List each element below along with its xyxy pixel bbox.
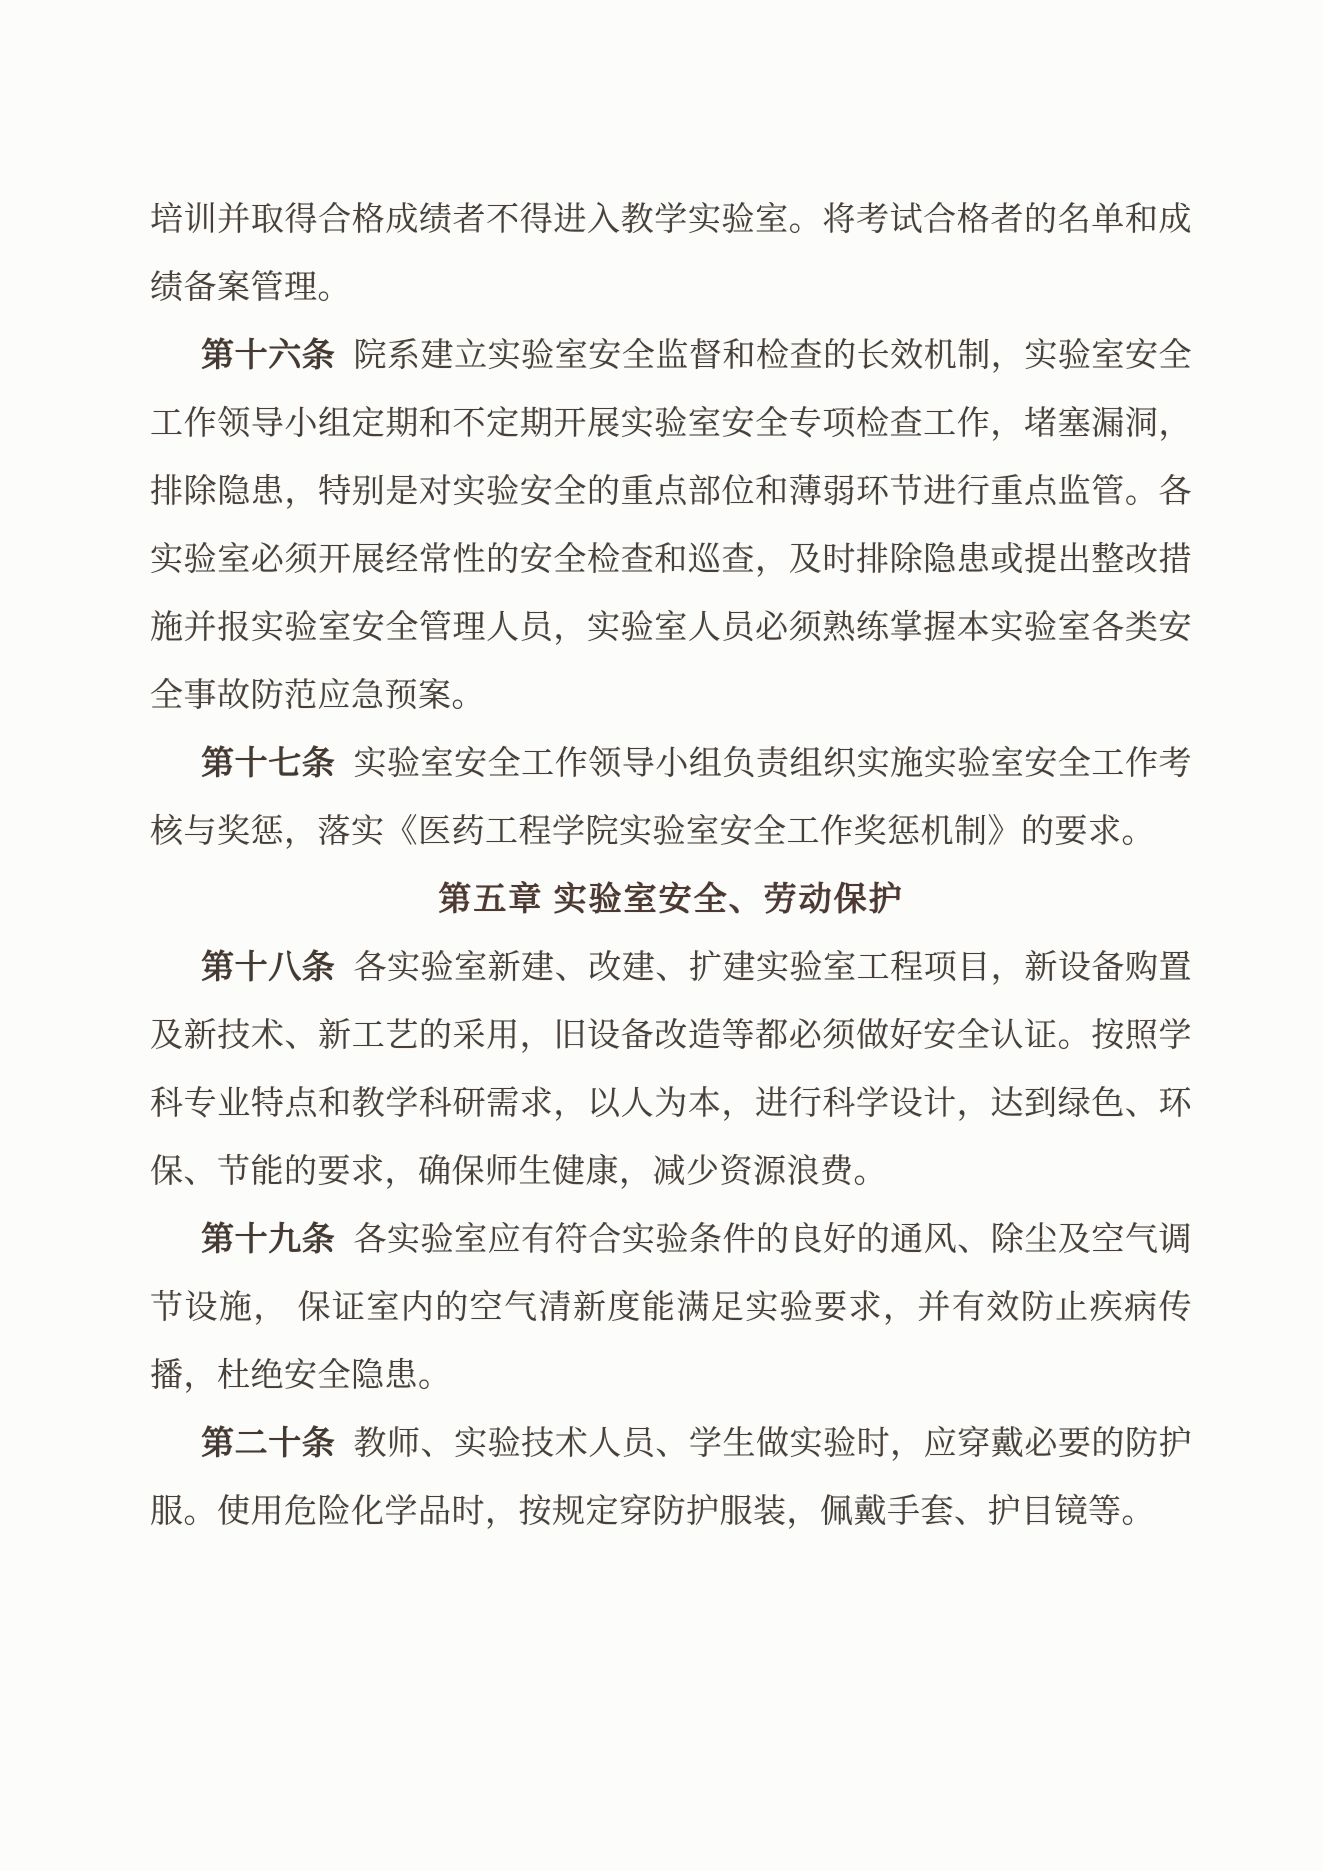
paragraph-text: 院系建立实验室安全监督和检查的长效机制，实验室安全工作领导小组定期和不定期开展实验室安全专项检查工作，堵塞漏洞，排除隐患，特别是对实验安全的重点部位和薄弱环节进行重点监管。各实验室必须开展经常性的安全检查和巡查，及时排除隐患或提出整改措施并报实验室安全管理人员，实验室人员必须熟练掌握本实验室各类安全事故防范应急预案。: [150, 338, 1193, 714]
chapter-heading-text: 第五章 实验室安全、劳动保护: [438, 882, 904, 918]
paragraph-continuation: [150, 186, 1192, 322]
paragraph-text: 实验室安全工作领导小组负责组织实施实验室安全工作考核与奖惩，落实《医药工程学院实验室安全工作奖惩机制》的要求。: [150, 746, 1193, 850]
paragraph-article-16: [150, 322, 1192, 730]
article-19-term: 第十九条: [201, 1222, 336, 1258]
article-20-term: 第二十条: [201, 1426, 336, 1462]
article-18-term: 第十八条: [201, 950, 336, 986]
article-16-term: 第十六条: [201, 338, 336, 374]
document-content: [150, 186, 1192, 1546]
paragraph-article-20: [150, 1410, 1192, 1546]
paragraph-article-18: [150, 934, 1192, 1206]
paragraph-article-19: [150, 1206, 1192, 1410]
paragraph-article-17: [150, 730, 1192, 866]
paragraph-text: 各实验室应有符合实验条件的良好的通风、除尘及空气调节设施， 保证室内的空气清新度能满足实验要求，并有效防止疾病传播，杜绝安全隐患。: [150, 1222, 1193, 1394]
article-17-term: 第十七条: [201, 746, 336, 782]
paragraph-text: 各实验室新建、改建、扩建实验室工程项目，新设备购置及新技术、新工艺的采用，旧设备改造等都必须做好安全认证。按照学科专业特点和教学科研需求，以人为本，进行科学设计，达到绿色、环保、节能的要求，确保师生健康，减少资源浪费。: [150, 950, 1193, 1190]
paragraph-text: 培训并取得合格成绩者不得进入教学实验室。将考试合格者的名单和成绩备案管理。: [150, 202, 1192, 306]
chapter-5-heading: [150, 866, 1192, 934]
paragraph-text: 教师、实验技术人员、学生做实验时，应穿戴必要的防护服。使用危险化学品时，按规定穿防护服装，佩戴手套、护目镜等。: [150, 1426, 1193, 1530]
